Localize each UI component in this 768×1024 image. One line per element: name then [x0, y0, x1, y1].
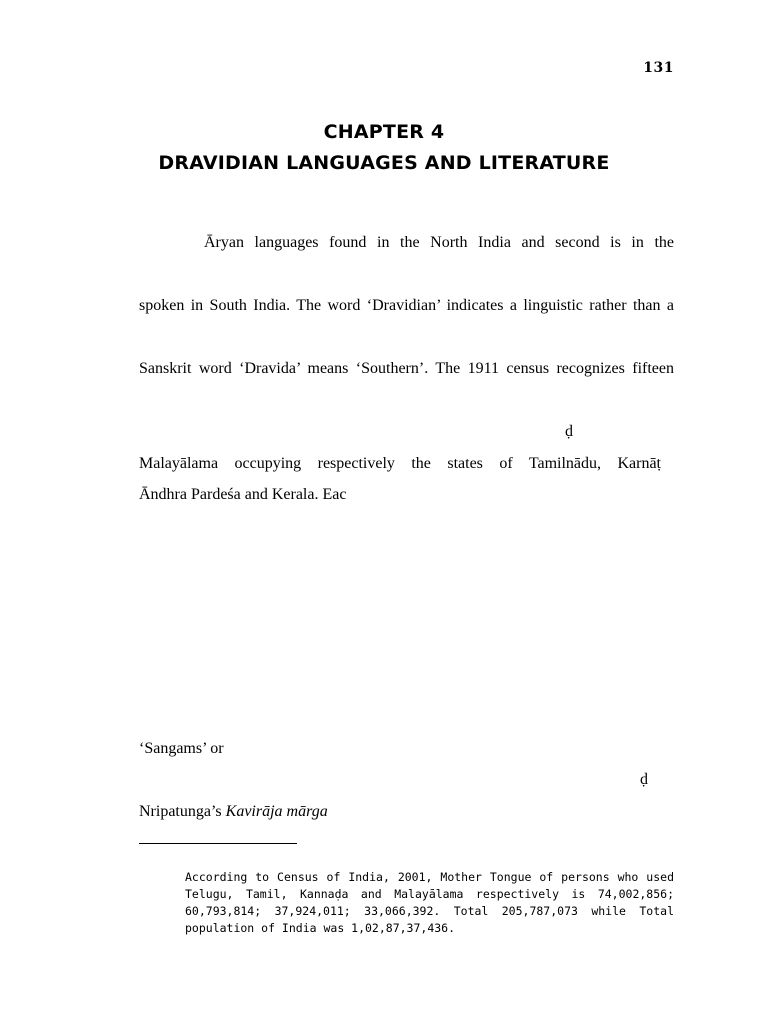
footnote [185, 869, 674, 937]
footnote-line-3: 60,793,814; 37,924,011; 33,066,392. Total 205,787,073 while Total [185, 904, 674, 918]
chapter-number: CHAPTER 4 [323, 121, 445, 143]
body-line-1: Āryan languages found in the North India and second is in the [204, 234, 674, 251]
footnote-line-2: Telugu, Tamil, Kannaḍa and Malayālama respectively is 74,002,856; [185, 887, 674, 901]
book-title-italic: Kavirāja mārga [225, 803, 328, 820]
body-line-7 [139, 803, 674, 821]
body-line-5: Āndhra Pardeśa and Kerala. Eac [139, 486, 347, 503]
body-line-4: Malayālama occupying respectively the states of Tamilnādu, Karnāṭ [139, 455, 661, 472]
footnote-line-4: population of India was 1,02,87,37,436. [185, 921, 456, 935]
footnote-divider [139, 843, 297, 844]
body-line-2: spoken in South India. The word ‘Dravidian’ indicates a linguistic rather than a [139, 297, 674, 314]
line-7-text: Nripatunga’s [139, 803, 226, 820]
diacritic-mark: ḍ [565, 423, 573, 440]
page-number: 131 [643, 60, 674, 76]
chapter-title: DRAVIDIAN LANGUAGES AND LITERATURE [158, 152, 610, 174]
diacritic-mark: ḍ [640, 771, 648, 788]
body-line-6: ‘Sangams’ or [139, 740, 224, 757]
body-line-3: Sanskrit word ‘Dravida’ means ‘Southern’. The 1911 census recognizes fifteen [139, 360, 674, 377]
footnote-line-1: According to Census of India, 2001, Mother Tongue of persons who used [185, 870, 674, 884]
